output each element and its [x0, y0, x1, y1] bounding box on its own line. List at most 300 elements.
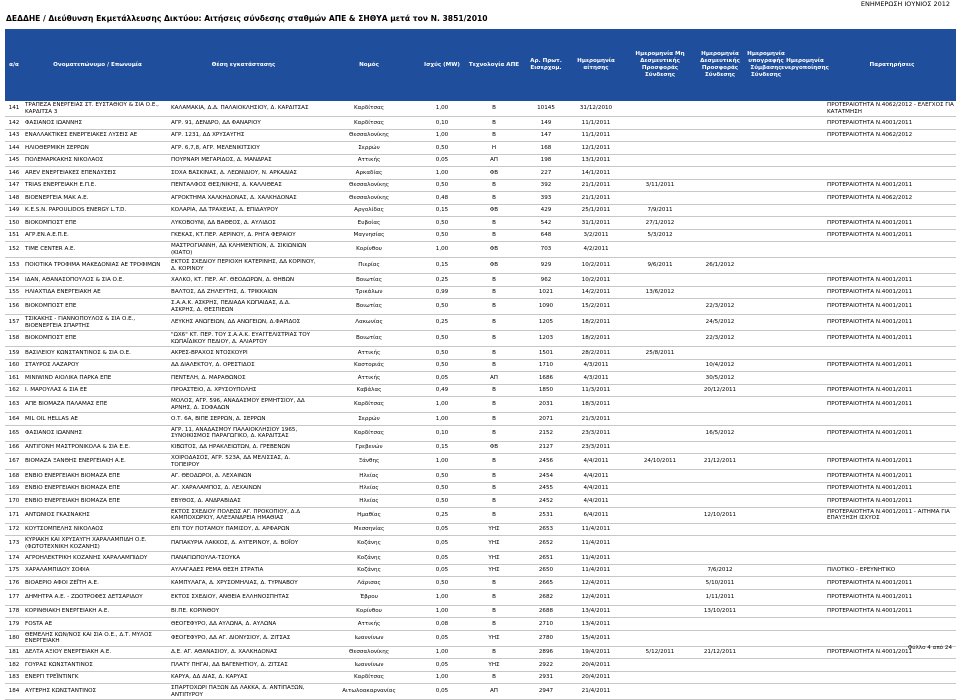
- cell-activation-date: [787, 606, 823, 618]
- cell-activation-date: [787, 372, 823, 384]
- header-location: Θέση εγκατάστασης: [211, 61, 276, 68]
- cell-remarks: ΠΡΟΤΕΡΑΙΟΤΗΤΑ Ν.4001/2011: [827, 362, 913, 369]
- cell-power: 0,25: [435, 276, 449, 283]
- cell-technology: ΥΗΣ: [488, 661, 500, 668]
- cell-location: ΕΠΙ ΤΟΥ ΠΟΤΑΜΟΥ ΠΑΜΙΣΟΥ, Δ. ΑΡΦΑΡΩΝ: [171, 526, 290, 533]
- cell-application-date: 14/1/2011: [581, 169, 611, 176]
- cell-binding-offer-date: [695, 524, 745, 536]
- cell-protocol: 2650: [538, 567, 554, 574]
- cell-nonbinding-offer-date: 5/3/2012: [647, 232, 673, 239]
- header-nonbinding-offer-date: Ημερομηνία Μη Δεσμευτικής Προσφοράς Σύνδεσης: [635, 51, 685, 78]
- cell-power: 0,50: [435, 144, 449, 151]
- cell-prefecture: Αττικής: [357, 157, 381, 164]
- cell-nonbinding-offer-date: [627, 242, 693, 257]
- cell-name: ΚΥΡΙΑΚΗ ΚΑΙ ΧΡΥΣΑΥΓΗ ΧΑΡΑΛΑΜΠΙΔΗ Ο.Ε. (ΦΩΤΟΤΕΧΝΙΚΗ ΚΟΖΑΝΗΣ): [25, 537, 147, 550]
- cell-aa: 166: [8, 444, 20, 451]
- cell-contract-date: [747, 372, 785, 384]
- cell-activation-date: [787, 536, 823, 551]
- cell-remarks: [827, 372, 957, 384]
- cell-binding-offer-date: 22/3/2012: [705, 303, 735, 310]
- cell-application-date: 23/3/2011: [581, 444, 611, 451]
- table-row: [5, 631, 956, 647]
- cell-technology: Β: [492, 387, 496, 394]
- table-row: [5, 331, 956, 347]
- cell-application-date: 21/1/2011: [581, 182, 611, 189]
- page-title: ΔΕΔΔΗΕ / Διεύθυνση Εκμετάλλευσης Δικτύου: Αιτήσεις σύνδεσης σταθμών ΑΠΕ & ΣΗΘΥΑ μετά τον Ν. 3851/2010: [6, 14, 488, 23]
- cell-application-date: 23/3/2011: [581, 429, 611, 436]
- table-row: [5, 618, 956, 631]
- cell-remarks: ΠΡΟΤΕΡΑΙΟΤΗΤΑ Ν.4001/2011: [827, 472, 913, 479]
- cell-remarks: [827, 442, 957, 454]
- cell-remarks: ΠΡΟΤΕΡΑΙΟΤΗΤΑ Ν.4001/2011: [827, 303, 913, 310]
- cell-protocol: 147: [540, 132, 552, 139]
- table-row: [5, 315, 956, 331]
- cell-name: ΕΝΒΙΟ ΕΝΕΡΓΕΙΑΚΗ ΒΙΟΜΑΖΑ ΕΠΕ: [25, 485, 121, 492]
- cell-contract-date: [747, 536, 785, 551]
- cell-contract-date: [747, 684, 785, 699]
- cell-technology: Β: [492, 303, 496, 310]
- cell-remarks: ΠΡΟΤΕΡΑΙΟΤΗΤΑ Ν.4001/2011: [827, 458, 913, 465]
- cell-name: ΑΓΡΟΗΛΕΚΤΡΙΚΗ ΚΟΖΑΝΗΣ ΧΑΡΑΛΑΜΠΙΔΟΥ: [25, 554, 148, 561]
- cell-protocol: 2456: [538, 458, 554, 465]
- cell-binding-offer-date: [695, 192, 745, 204]
- cell-technology: Β: [492, 472, 496, 479]
- cell-remarks: ΠΡΟΤΕΡΑΙΟΤΗΤΑ Ν.4001/2011: [827, 119, 913, 126]
- cell-remarks: ΠΡΟΤΕΡΑΙΟΤΗΤΑ Ν.4001/2011: [827, 579, 913, 586]
- cell-aa: 144: [8, 144, 20, 151]
- cell-application-date: 15/4/2011: [581, 634, 611, 641]
- table-row: [5, 167, 956, 180]
- cell-application-date: 4/4/2011: [583, 472, 609, 479]
- cell-nonbinding-offer-date: 3/11/2011: [645, 182, 675, 189]
- cell-prefecture: Καστοριάς: [353, 362, 385, 369]
- cell-aa: 145: [8, 157, 20, 164]
- cell-location: ΦΕΟΓΕΦΥΡΟ, ΔΔ ΑΓ. ΔΙΟΝΥΣΙΟΥ, Δ. ΖΙΤΣΑΣ: [171, 634, 291, 641]
- cell-application-date: 11/4/2011: [581, 540, 611, 547]
- cell-remarks: ΠΡΟΤΕΡΑΙΟΤΗΤΑ Ν.4001/2011: [827, 429, 913, 436]
- cell-location: ΠΕΝΤΕΛΗ, Δ. ΜΑΡΑΘΩΝΟΣ: [171, 374, 246, 381]
- cell-aa: 154: [8, 276, 20, 283]
- cell-technology: Β: [492, 401, 496, 408]
- cell-name: ΒΙΟΚΟΜΠΟΣΤ ΕΠΕ: [25, 219, 77, 226]
- cell-aa: 156: [8, 303, 20, 310]
- cell-contract-date: [747, 442, 785, 454]
- cell-activation-date: [787, 524, 823, 536]
- cell-protocol: 929: [540, 262, 552, 269]
- cell-power: 0,50: [435, 303, 449, 310]
- table-row: [5, 590, 956, 606]
- cell-remarks: ΠΡΟΤΕΡΑΙΟΤΗΤΑ Ν.4001/2011: [827, 182, 913, 189]
- cell-application-date: 12/1/2011: [581, 144, 611, 151]
- cell-aa: 174: [8, 554, 20, 561]
- cell-activation-date: [787, 299, 823, 314]
- cell-technology: ΥΗΣ: [488, 526, 500, 533]
- header-activation-date: Ημερομηνία ενεργοποίησης: [781, 58, 829, 71]
- cell-binding-offer-date: 13/10/2011: [703, 608, 737, 615]
- header-remarks: Παρατηρήσεις: [869, 61, 915, 68]
- table-row: [5, 413, 956, 426]
- cell-application-date: 20/4/2011: [581, 661, 611, 668]
- cell-location: ΑΓΡ. 91, ΔΕΝΔΡΟ, ΔΔ ΦΑΝΑΡΙΟΥ: [171, 119, 261, 126]
- cell-name: ΒΙΟΜΑΖΑ ΞΑΝΘΗΣ ΕΝΕΡΓΕΙΑΚΗ Α.Ε.: [25, 458, 126, 465]
- cell-remarks: [827, 684, 957, 699]
- cell-application-date: 18/2/2011: [581, 319, 611, 326]
- cell-nonbinding-offer-date: 7/9/2011: [647, 207, 673, 214]
- cell-nonbinding-offer-date: [627, 495, 693, 507]
- cell-name: ΕΝΕΡΓΙ ΤΡΕΪΝΤΙΝΓΚ: [25, 674, 79, 681]
- cell-nonbinding-offer-date: [627, 483, 693, 495]
- cell-nonbinding-offer-date: 27/1/2012: [645, 219, 675, 226]
- cell-prefecture: Θεσσαλονίκης: [348, 182, 390, 189]
- cell-power: 0,15: [435, 207, 449, 214]
- cell-technology: ΑΠ: [489, 157, 499, 164]
- cell-power: 0,48: [435, 194, 449, 201]
- table-row: [5, 397, 956, 413]
- table-row: [5, 385, 956, 398]
- cell-location: "ΩΧ6" ΚΤ. ΠΕΡ. ΤΟΥ Σ.Α.Α.Κ. ΕΥΑΓΓΕΛΙΣΤΡΙΑΣ ΤΟΥ ΚΩΠΑΪΔΙΚΟΥ ΠΕΔΙΟΥ, Δ. ΑΛΙΑΡΤΟΥ: [171, 332, 311, 345]
- cell-aa: 159: [8, 349, 20, 356]
- cell-location: ΑΓΡ. 1231, ΔΔ ΧΡΥΣΑΥΓΗΣ: [171, 132, 245, 139]
- cell-binding-offer-date: 16/5/2012: [705, 429, 735, 436]
- cell-application-date: 25/1/2011: [581, 207, 611, 214]
- cell-activation-date: [787, 413, 823, 425]
- cell-aa: 172: [8, 526, 20, 533]
- cell-remarks: ΠΡΟΤΕΡΑΙΟΤΗΤΑ Ν.4001/2011: [827, 319, 913, 326]
- cell-location: ΣΟΧΑ ΒΑΣΚΙΝΑΣ, Δ. ΛΕΩΝΙΔΙΟΥ, Ν. ΑΡΚΑΔΙΑΣ: [171, 169, 297, 176]
- cell-protocol: 1850: [538, 387, 554, 394]
- cell-protocol: 1090: [538, 303, 554, 310]
- cell-technology: ΦΒ: [489, 262, 499, 269]
- cell-contract-date: [747, 397, 785, 412]
- cell-power: 0,10: [435, 119, 449, 126]
- cell-technology: Β: [492, 289, 496, 296]
- cell-protocol: 2780: [538, 634, 554, 641]
- cell-activation-date: [787, 495, 823, 507]
- cell-contract-date: [747, 426, 785, 441]
- cell-binding-offer-date: 10/4/2012: [705, 362, 735, 369]
- cell-aa: 183: [8, 674, 20, 681]
- cell-location: ΧΟΙΡΟΔΑΣΟΣ, ΑΓΡ. 523Α, ΔΔ ΜΕΛΙΣΣΑΣ, Δ. ΤΟΠΕΙΡΟΥ: [171, 455, 291, 468]
- cell-power: 1,00: [435, 593, 449, 600]
- cell-technology: Β: [492, 593, 496, 600]
- cell-contract-date: [747, 483, 785, 495]
- cell-prefecture: Αργολίδας: [354, 207, 384, 214]
- cell-binding-offer-date: 21/12/2011: [703, 649, 737, 656]
- cell-binding-offer-date: [695, 142, 745, 154]
- cell-technology: ΑΠ: [489, 688, 499, 695]
- cell-prefecture: Τρικάλων: [355, 289, 383, 296]
- cell-aa: 165: [8, 429, 20, 436]
- cell-prefecture: Αττικής: [357, 349, 381, 356]
- cell-contract-date: [747, 315, 785, 330]
- cell-remarks: [827, 413, 957, 425]
- header-binding-offer-date: Ημερομηνία Δεσμευτικής Προσφοράς Σύνδεσης: [700, 51, 740, 78]
- cell-prefecture: Αιτωλοακαρνανίας: [342, 688, 396, 695]
- cell-protocol: 542: [540, 219, 552, 226]
- cell-name: ΔΕΛΤΑ ΑΞΙΟΥ ΕΝΕΡΓΕΙΑΚΗ Α.Ε.: [25, 649, 112, 656]
- cell-technology: Β: [492, 132, 496, 139]
- cell-protocol: 2454: [538, 472, 554, 479]
- cell-aa: 152: [8, 246, 20, 253]
- cell-aa: 171: [8, 511, 20, 518]
- cell-application-date: 21/4/2011: [581, 688, 611, 695]
- cell-location: ΒΑΛΤΟΣ, ΔΔ ΖΗΛΕΥΤΗΣ, Δ. ΤΡΙΚΚΑΙΩΝ: [171, 289, 278, 296]
- cell-contract-date: [747, 299, 785, 314]
- cell-activation-date: [787, 242, 823, 257]
- cell-technology: Β: [492, 319, 496, 326]
- cell-name: ΑΝΤΙΓΟΝΗ ΜΑΣΤΡΟΝΙΚΟΛΑ & ΣΙΑ Ε.Ε.: [25, 444, 131, 451]
- cell-remarks: [827, 552, 957, 564]
- table-row: [5, 565, 956, 578]
- cell-aa: 181: [8, 649, 20, 656]
- cell-technology: ΥΗΣ: [488, 554, 500, 561]
- cell-prefecture: Κοζάνης: [357, 540, 381, 547]
- cell-protocol: 1686: [538, 374, 554, 381]
- cell-technology: ΦΒ: [489, 444, 499, 451]
- cell-protocol: 962: [540, 276, 552, 283]
- cell-contract-date: [747, 142, 785, 154]
- cell-activation-date: [787, 101, 823, 116]
- cell-nonbinding-offer-date: [627, 470, 693, 482]
- cell-location: ΑΚΡΕΣ-ΒΡΑΧΟΣ ΝΤΟΣΚΟΥΡΙ: [171, 349, 248, 356]
- table-row: [5, 180, 956, 193]
- cell-binding-offer-date: 24/5/2012: [705, 319, 735, 326]
- cell-aa: 153: [8, 262, 20, 269]
- cell-location: ΠΕΝΤΑΛΦΟΣ ΘΕΣ/ΝΙΚΗΣ, Δ. ΚΑΛΛΙΘΕΑΣ: [171, 182, 282, 189]
- table-row: [5, 536, 956, 552]
- table-row: [5, 258, 956, 274]
- cell-nonbinding-offer-date: [627, 508, 693, 523]
- cell-power: 1,00: [435, 169, 449, 176]
- cell-nonbinding-offer-date: [627, 442, 693, 454]
- cell-aa: 141: [8, 105, 20, 112]
- cell-binding-offer-date: [695, 483, 745, 495]
- cell-name: MIL OIL HELLAS AE: [25, 415, 78, 422]
- cell-power: 0,05: [435, 567, 449, 574]
- cell-contract-date: [747, 552, 785, 564]
- cell-contract-date: [747, 101, 785, 116]
- cell-power: 0,05: [435, 661, 449, 668]
- cell-nonbinding-offer-date: 24/10/2011: [643, 458, 677, 465]
- cell-power: 0,10: [435, 429, 449, 436]
- cell-name: ΕΝΑΛΛΑΚΤΙΚΕΣ ΕΝΕΡΓΕΙΑΚΕΣ ΛΥΣΕΙΣ ΑΕ: [25, 132, 138, 139]
- table-row: [5, 347, 956, 360]
- cell-nonbinding-offer-date: [627, 659, 693, 671]
- cell-nonbinding-offer-date: 25/8/2011: [645, 349, 675, 356]
- cell-contract-date: [747, 230, 785, 242]
- cell-location: ΛΥΚΟΒΟΥΝΙ, ΔΔ ΒΑΘΕΟΣ, Δ. ΑΥΛΙΔΟΣ: [171, 219, 276, 226]
- cell-prefecture: Βοιωτίας: [355, 303, 383, 310]
- cell-contract-date: [747, 180, 785, 192]
- cell-technology: Β: [492, 276, 496, 283]
- table-row: [5, 217, 956, 230]
- cell-binding-offer-date: 22/3/2012: [705, 335, 735, 342]
- cell-prefecture: Αττικής: [357, 620, 381, 627]
- cell-power: 0,05: [435, 526, 449, 533]
- cell-protocol: 2688: [538, 608, 554, 615]
- cell-contract-date: [747, 647, 785, 659]
- cell-protocol: 198: [540, 157, 552, 164]
- table-row: [5, 155, 956, 168]
- cell-remarks: ΠΡΟΤΕΡΑΙΟΤΗΤΑ Ν.4001/2011: [827, 232, 913, 239]
- cell-power: 0,50: [435, 497, 449, 504]
- table-row: [5, 483, 956, 496]
- cell-binding-offer-date: [695, 167, 745, 179]
- cell-application-date: 11/4/2011: [581, 554, 611, 561]
- cell-activation-date: [787, 347, 823, 359]
- cell-contract-date: [747, 470, 785, 482]
- cell-location: ΚΑΡΥΑ, ΔΔ ΔΙΑΣ, Δ. ΚΑΡΥΑΣ: [171, 674, 248, 681]
- cell-binding-offer-date: [695, 413, 745, 425]
- cell-aa: 167: [8, 458, 20, 465]
- cell-prefecture: Σερρών: [358, 144, 380, 151]
- cell-prefecture: Κορίνθου: [356, 246, 382, 253]
- cell-nonbinding-offer-date: [627, 672, 693, 684]
- cell-name: ΒΙΟΚΟΜΠΟΣΤ ΕΠΕ: [25, 303, 77, 310]
- cell-contract-date: [747, 508, 785, 523]
- cell-power: 0,15: [435, 444, 449, 451]
- table-row: [5, 672, 956, 685]
- cell-contract-date: [747, 577, 785, 589]
- cell-contract-date: [747, 167, 785, 179]
- cell-power: 0,50: [435, 335, 449, 342]
- cell-application-date: 11/1/2011: [581, 119, 611, 126]
- cell-aa: 151: [8, 232, 20, 239]
- cell-contract-date: [747, 117, 785, 129]
- cell-binding-offer-date: [695, 495, 745, 507]
- cell-aa: 157: [8, 319, 20, 326]
- cell-nonbinding-offer-date: 9/6/2011: [647, 262, 673, 269]
- cell-name: ΒΑΣΙΛΕΙΟΥ ΚΩΝΣΤΑΝΤΙΝΟΣ & ΣΙΑ Ο.Ε.: [25, 349, 131, 356]
- cell-activation-date: [787, 454, 823, 469]
- page-footer: Φύλλο 4 από 24: [907, 645, 952, 651]
- cell-power: 0,50: [435, 232, 449, 239]
- table-row: [5, 101, 956, 117]
- cell-technology: Β: [492, 219, 496, 226]
- cell-aa: 180: [8, 634, 20, 641]
- cell-technology: Β: [492, 458, 496, 465]
- cell-nonbinding-offer-date: [627, 618, 693, 630]
- cell-remarks: [827, 524, 957, 536]
- cell-prefecture: Καρδίτσας: [353, 119, 385, 126]
- cell-location: ΚΟΛΑΡΙΑ, ΔΔ ΤΡΑΧΕΙΑΣ, Δ. ΕΠΙΔΑΥΡΟΥ: [171, 207, 279, 214]
- cell-protocol: 393: [540, 194, 552, 201]
- cell-contract-date: [747, 495, 785, 507]
- cell-application-date: 4/4/2011: [583, 485, 609, 492]
- cell-remarks: ΠΡΟΤΕΡΑΙΟΤΗΤΑ Ν.4062/2012: [827, 194, 913, 201]
- cell-nonbinding-offer-date: [627, 631, 693, 646]
- cell-location: ΒΙ.ΠΕ. ΚΟΡΙΝΘΟΥ: [171, 608, 220, 615]
- cell-location: ΑΓ. ΘΕΟΔΩΡΟΙ, Δ. ΛΕΧΑΙΝΩΝ: [171, 472, 252, 479]
- cell-protocol: 149: [540, 119, 552, 126]
- cell-protocol: 2531: [538, 511, 554, 518]
- applications-table: [5, 29, 956, 700]
- cell-nonbinding-offer-date: [627, 274, 693, 286]
- cell-activation-date: [787, 618, 823, 630]
- table-row: [5, 552, 956, 565]
- table-row: [5, 192, 956, 205]
- cell-technology: Β: [492, 497, 496, 504]
- cell-aa: 160: [8, 362, 20, 369]
- cell-remarks: [827, 672, 957, 684]
- cell-binding-offer-date: [695, 672, 745, 684]
- cell-protocol: 1021: [538, 289, 554, 296]
- cell-nonbinding-offer-date: [627, 167, 693, 179]
- cell-prefecture: Ημαθίας: [357, 511, 381, 518]
- cell-application-date: 18/3/2011: [581, 401, 611, 408]
- cell-aa: 148: [8, 194, 20, 201]
- cell-nonbinding-offer-date: [627, 130, 693, 142]
- cell-name: ΓΟΥΡΑΣ ΚΩΝΣΤΑΝΤΙΝΟΣ: [25, 661, 93, 668]
- cell-remarks: [827, 205, 957, 217]
- cell-protocol: 1501: [538, 349, 554, 356]
- cell-binding-offer-date: [695, 242, 745, 257]
- cell-power: 0,50: [435, 472, 449, 479]
- cell-remarks: [827, 347, 957, 359]
- cell-name: ΧΑΡΑΛΑΜΠΙΔΟΥ ΣΟΦΙΑ: [25, 567, 90, 574]
- cell-name: ΗΛΙΑΧΤΙΔΑ ΕΝΕΡΓΕΙΑΚΗ ΑΕ: [25, 289, 101, 296]
- cell-protocol: 429: [540, 207, 552, 214]
- cell-binding-offer-date: [695, 659, 745, 671]
- cell-contract-date: [747, 413, 785, 425]
- cell-activation-date: [787, 647, 823, 659]
- cell-activation-date: [787, 577, 823, 589]
- cell-technology: Β: [492, 649, 496, 656]
- cell-application-date: 13/1/2011: [581, 157, 611, 164]
- cell-nonbinding-offer-date: [627, 155, 693, 167]
- cell-prefecture: Λάρισας: [357, 579, 381, 586]
- cell-binding-offer-date: [695, 274, 745, 286]
- cell-contract-date: [747, 331, 785, 346]
- cell-name: ΘΕΜΕΛΗΣ ΚΩΝ/ΝΟΣ ΚΑΙ ΣΙΑ Ο.Ε., Δ.Τ. ΜΥΛΟΣ ΕΝΕΡΓΕΙΑΚΗ: [25, 631, 152, 644]
- cell-nonbinding-offer-date: [627, 426, 693, 441]
- cell-remarks: ΠΡΟΤΕΡΑΙΟΤΗΤΑ Ν.4001/2011: [827, 387, 913, 394]
- cell-prefecture: Καρδίτσας: [353, 105, 385, 112]
- cell-remarks: ΠΡΟΤΕΡΑΙΟΤΗΤΑ Ν.4001/2011: [827, 497, 913, 504]
- cell-nonbinding-offer-date: [627, 117, 693, 129]
- cell-protocol: 2652: [538, 540, 554, 547]
- cell-protocol: 2152: [538, 429, 554, 436]
- cell-aa: 164: [8, 415, 20, 422]
- cell-remarks: [827, 659, 957, 671]
- cell-binding-offer-date: [695, 230, 745, 242]
- cell-aa: 176: [8, 579, 20, 586]
- cell-name: ΤΡΑΠΕΖΑ ΕΝΕΡΓΕΙΑΣ ΣΤ. ΕΥΣΤΑΘΙΟΥ & ΣΙΑ Ο.Ε., ΚΑΡΔΙΤΣΑ 3: [25, 102, 159, 115]
- cell-protocol: 2922: [538, 661, 554, 668]
- cell-power: 1,00: [435, 649, 449, 656]
- cell-aa: 158: [8, 335, 20, 342]
- cell-prefecture: Μαγνησίας: [353, 232, 385, 239]
- cell-protocol: 1710: [538, 362, 554, 369]
- cell-remarks: [827, 258, 957, 273]
- cell-activation-date: [787, 659, 823, 671]
- table-row: [5, 142, 956, 155]
- cell-binding-offer-date: 7/6/2012: [707, 567, 733, 574]
- cell-location: ΔΔ ΔΙΑΛΕΚΤΟΥ, Δ. ΟΡΕΣΤΙΔΟΣ: [171, 362, 255, 369]
- cell-nonbinding-offer-date: [627, 101, 693, 116]
- cell-binding-offer-date: 20/12/2011: [703, 387, 737, 394]
- cell-power: 0,08: [435, 620, 449, 627]
- header-application-date: Ημερομηνία αίτησης: [577, 58, 615, 71]
- cell-nonbinding-offer-date: [627, 552, 693, 564]
- cell-activation-date: [787, 180, 823, 192]
- cell-name: ΚΟΡΙΝΘΙΑΚΗ ΕΝΕΡΓΕΙΑΚΗ Α.Ε.: [25, 608, 110, 615]
- cell-contract-date: [747, 205, 785, 217]
- cell-contract-date: [747, 659, 785, 671]
- cell-remarks: ΠΙΛΟΤΙΚΟ - ΕΡΕΥΝΗΤΙΚΟ: [827, 567, 896, 574]
- cell-aa: 155: [8, 289, 20, 296]
- cell-application-date: 14/2/2011: [581, 289, 611, 296]
